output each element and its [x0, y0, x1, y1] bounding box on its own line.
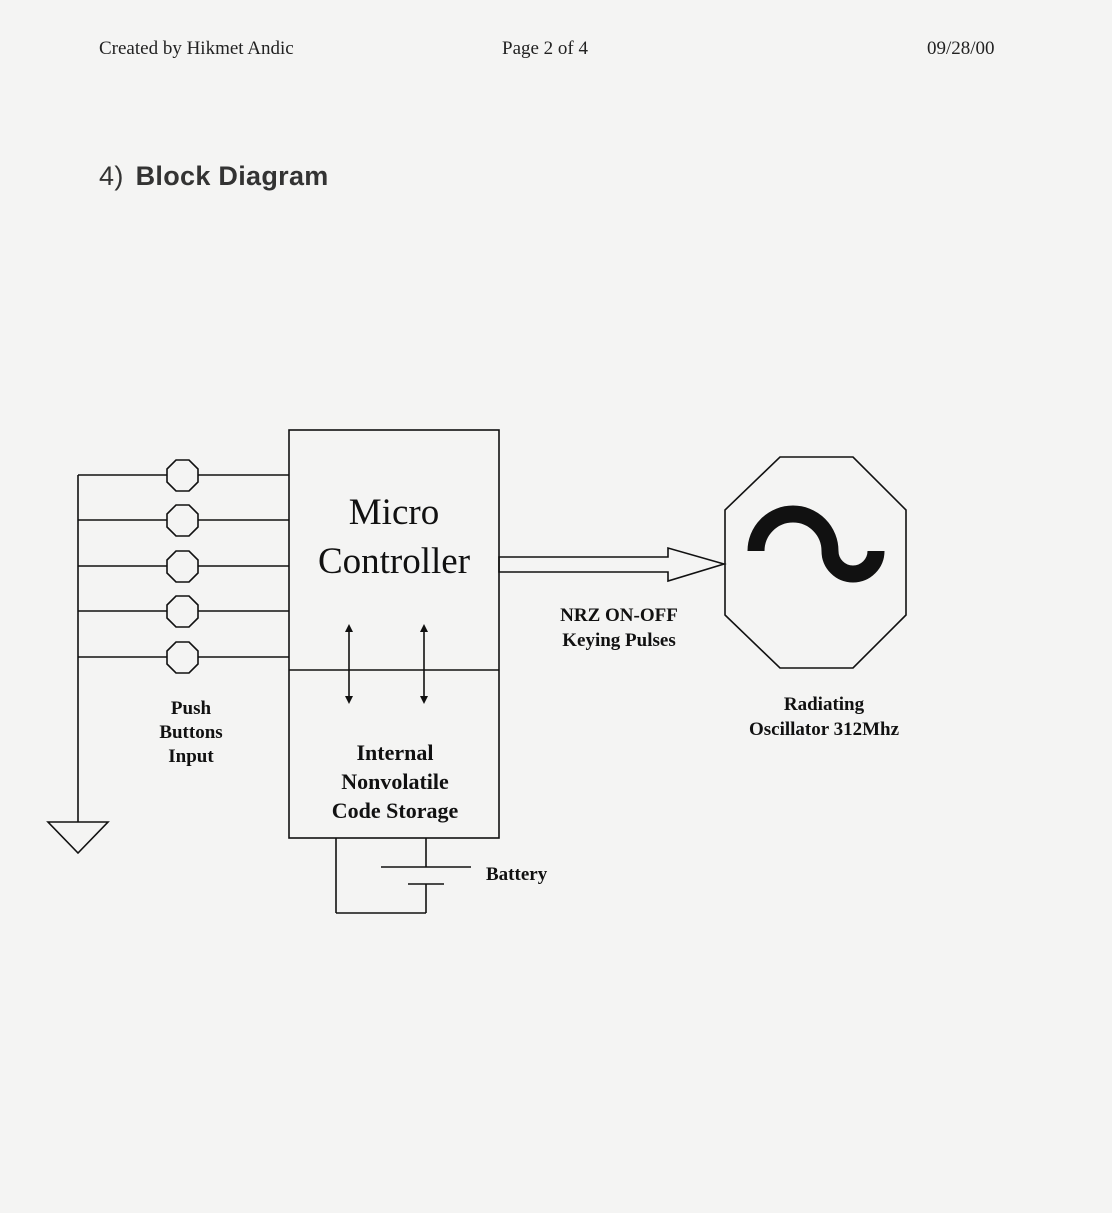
push-button-3: [167, 551, 198, 582]
oscillator-label-line2: Oscillator 312Mhz: [748, 719, 900, 740]
push-button-4: [167, 596, 198, 627]
storage-label-line2: Nonvolatile: [341, 769, 449, 794]
header-page-number: Page 2 of 4: [502, 38, 589, 59]
micro-controller-label-line1: Micro: [348, 492, 440, 533]
push-buttons-label-line2: Buttons: [159, 722, 223, 743]
output-signal-arrow: [499, 548, 724, 581]
push-button-1: [167, 460, 198, 491]
signal-label-line2: Keying Pulses: [562, 630, 676, 651]
sine-wave-icon: [756, 514, 876, 574]
push-buttons-label-line1: Push: [170, 698, 212, 719]
header-date: 09/28/00: [927, 38, 995, 59]
push-buttons-label-line3: Input: [168, 746, 214, 767]
oscillator-label-line1: Radiating: [783, 694, 865, 715]
storage-label-line1: Internal: [356, 740, 434, 765]
battery-circuit: [336, 838, 471, 913]
micro-controller-label-line2: Controller: [317, 541, 471, 582]
section-title-text: Block Diagram: [135, 161, 329, 191]
push-button-2: [167, 505, 198, 536]
battery-label: Battery: [486, 864, 548, 885]
storage-label-line3: Code Storage: [331, 798, 459, 823]
ground-symbol: [48, 822, 108, 853]
section-number: 4): [99, 161, 124, 191]
signal-label-line1: NRZ ON-OFF: [560, 605, 678, 626]
push-button-5: [167, 642, 198, 673]
header-author: Created by Hikmet Andic: [99, 38, 294, 59]
